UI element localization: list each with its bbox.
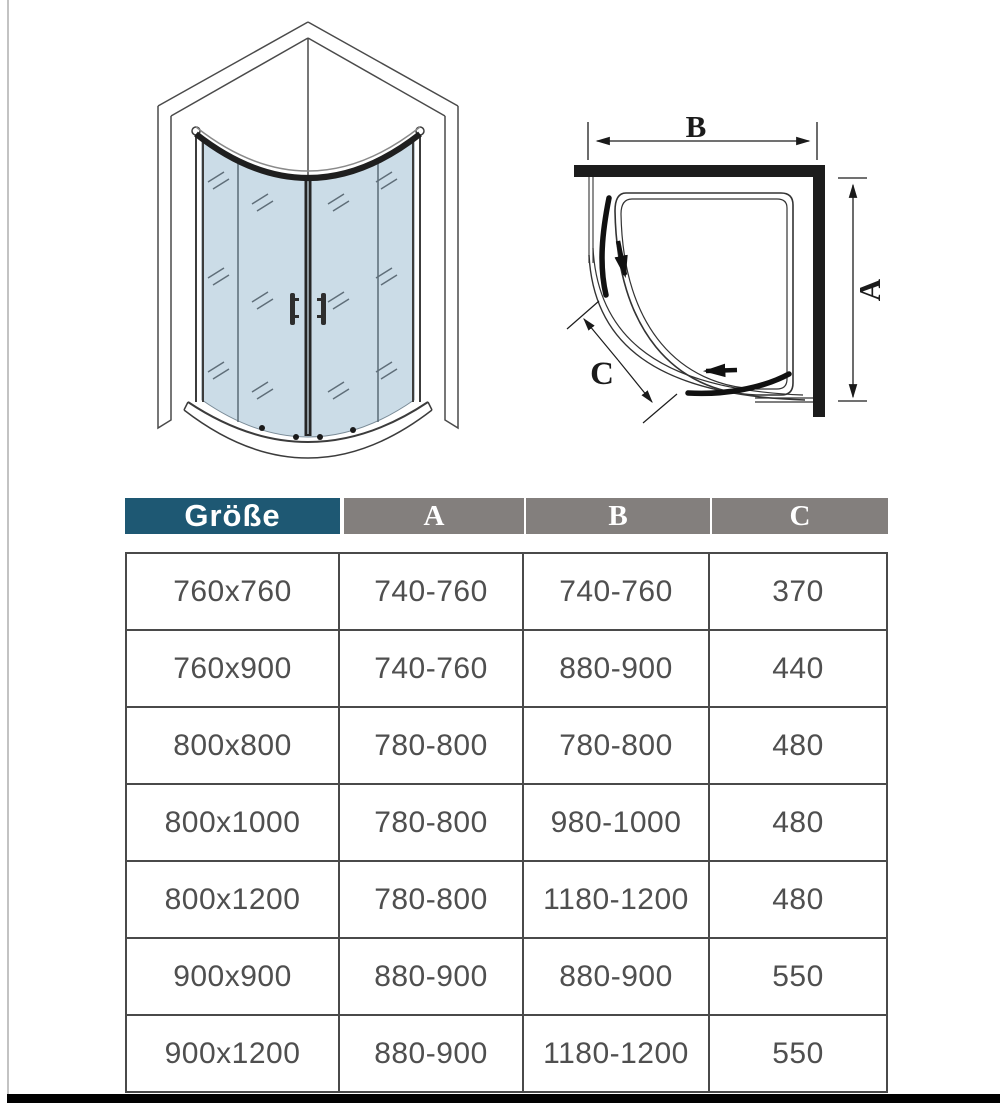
- header-cell-b: B: [526, 498, 710, 534]
- shower-isometric-svg: [130, 10, 486, 480]
- cell-b: 1180-1200: [524, 862, 710, 937]
- cell-c: 550: [772, 959, 824, 993]
- size-table-body: [125, 552, 888, 1093]
- cell-a: 780-800: [340, 708, 524, 783]
- header-cell-groesse: Größe: [125, 498, 340, 534]
- cell-size: 760x900: [127, 631, 340, 706]
- cell-b: 740-760: [524, 554, 710, 629]
- cell-size: 800x800: [127, 708, 340, 783]
- cell-size: 900x900: [127, 939, 340, 1014]
- plan-right-wall: [813, 165, 825, 417]
- cell-c: 370: [772, 574, 824, 608]
- shower-isometric-drawing: [130, 10, 486, 480]
- cell-c: 480: [772, 805, 824, 839]
- plan-dim-label-a: A: [851, 278, 887, 302]
- cell-b: 1180-1200: [524, 1016, 710, 1091]
- cell-b: 980-1000: [524, 785, 710, 860]
- cell-c: 440: [772, 651, 824, 685]
- table-row: [127, 708, 886, 785]
- plan-dim-label-c: C: [590, 356, 614, 392]
- cell-size: 760x760: [127, 554, 340, 629]
- table-row: [127, 785, 886, 862]
- cell-c: 550: [772, 1036, 824, 1070]
- table-row: [127, 1016, 886, 1091]
- size-table: [125, 498, 888, 1093]
- table-row: [127, 939, 886, 1016]
- size-table-header: [125, 498, 888, 534]
- cell-a: 780-800: [340, 862, 524, 937]
- cell-size: 900x1200: [127, 1016, 340, 1091]
- left-border-line: [7, 0, 9, 1103]
- table-row: [127, 554, 886, 631]
- slide-arrow-left: [706, 370, 737, 371]
- cell-a: 740-760: [340, 554, 524, 629]
- table-row: [127, 631, 886, 708]
- plan-tray-rim-outer: [615, 193, 793, 395]
- cell-b: 880-900: [524, 631, 710, 706]
- cell-b: 780-800: [524, 708, 710, 783]
- cell-a: 740-760: [340, 631, 524, 706]
- header-cell-a: A: [344, 498, 524, 534]
- cell-c: 480: [772, 728, 824, 762]
- cell-size: 800x1000: [127, 785, 340, 860]
- cell-size: 800x1200: [127, 862, 340, 937]
- bottom-black-bar: [7, 1094, 1000, 1103]
- plan-top-wall: [574, 165, 825, 177]
- cell-a: 780-800: [340, 785, 524, 860]
- cell-a: 880-900: [340, 939, 524, 1014]
- plan-dim-label-b: B: [685, 109, 707, 144]
- plan-fixed-panel-left: [589, 177, 593, 263]
- plan-door-arc-left: [602, 198, 609, 295]
- table-row: [127, 862, 886, 939]
- shower-plan-diagram: [555, 105, 975, 465]
- shower-plan-svg: [555, 105, 975, 465]
- cell-c: 480: [772, 882, 824, 916]
- cell-b: 880-900: [524, 939, 710, 1014]
- header-cell-c: C: [712, 498, 888, 534]
- cell-a: 880-900: [340, 1016, 524, 1091]
